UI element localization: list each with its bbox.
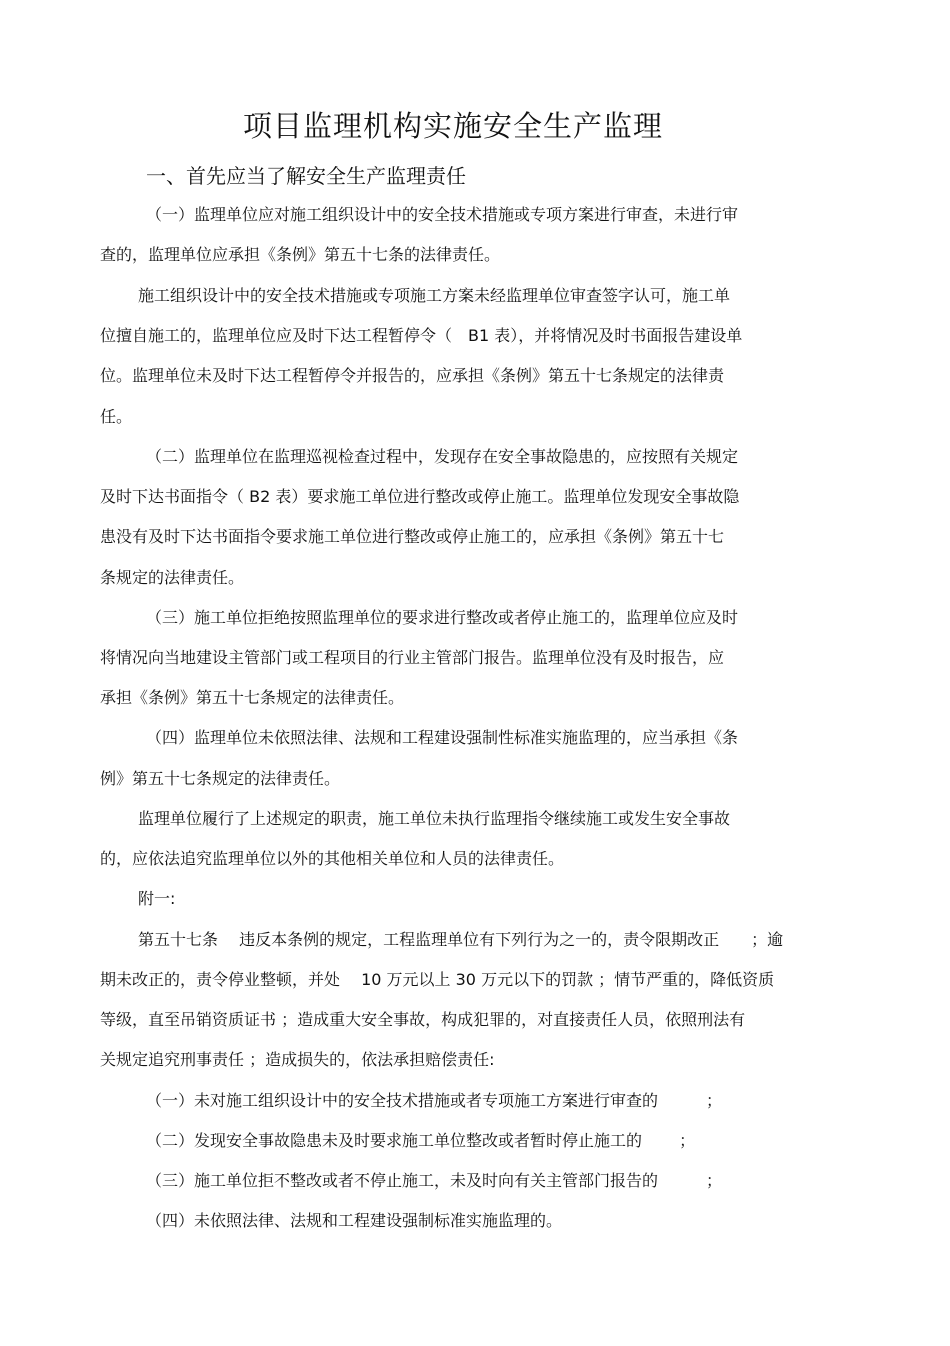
paragraph-line: 监理单位履行了上述规定的职责，施工单位未执行监理指令继续施工或发生安全事故 (138, 809, 731, 828)
paragraph-line: 期未改正的，责令停业整顿，并处 10 万元以上 30 万元以下的罚款 ；情节严重的，降低资质 (100, 970, 775, 989)
paragraph-line: 条规定的法律责任。 (100, 568, 245, 587)
paragraph-line: （四）监理单位未依照法律、法规和工程建设强制性标准实施监理的，应当承担《条 (146, 728, 739, 747)
paragraph-line: 例》第五十七条规定的法律责任。 (100, 769, 341, 788)
list-item: （二）发现安全事故隐患未及时要求施工单位整改或者暂时停止施工的 ； (146, 1131, 696, 1150)
paragraph-line: （一）监理单位应对施工组织设计中的安全技术措施或专项方案进行审查，未进行审 (146, 205, 739, 224)
paragraph-line: 的，应依法追究监理单位以外的其他相关单位和人员的法律责任。 (100, 849, 565, 868)
list-item: （四）未依照法律、法规和工程建设强制标准实施监理的。 (146, 1211, 563, 1230)
paragraph-line: 施工组织设计中的安全技术措施或专项施工方案未经监理单位审查签字认可，施工单 (138, 286, 731, 305)
paragraph-line: 任。 (100, 407, 133, 426)
paragraph-line: 位。监理单位未及时下达工程暂停令并报告的，应承担《条例》第五十七条规定的法律责 (100, 366, 725, 385)
paragraph-line: 查的，监理单位应承担《条例》第五十七条的法律责任。 (100, 245, 501, 264)
document-title: 项目监理机构实施安全生产监理 (242, 109, 663, 143)
paragraph-line: 等级，直至吊销资质证书 ；造成重大安全事故，构成犯罪的，对直接责任人员，依照刑法有 (100, 1010, 746, 1029)
paragraph-line: （三）施工单位拒绝按照监理单位的要求进行整改或者停止施工的，监理单位应及时 (146, 608, 739, 627)
paragraph-line: 第五十七条 违反本条例的规定，工程监理单位有下列行为之一的，责令限期改正 ；逾 (138, 930, 784, 949)
paragraph-line: （二）监理单位在监理巡视检查过程中，发现存在安全事故隐患的，应按照有关规定 (146, 447, 739, 466)
list-item: （一）未对施工组织设计中的安全技术措施或者专项施工方案进行审查的 ； (146, 1091, 723, 1110)
paragraph-line: 及时下达书面指令（ B2 表）要求施工单位进行整改或停止施工。监理单位发现安全事故隐 (100, 487, 740, 506)
paragraph-line: 关规定追究刑事责任 ；造成损失的，依法承担赔偿责任: (100, 1050, 495, 1069)
paragraph-line: 承担《条例》第五十七条规定的法律责任。 (100, 688, 405, 707)
paragraph-line: 患没有及时下达书面指令要求施工单位进行整改或停止施工的，应承担《条例》第五十七 (100, 527, 725, 546)
list-item: （三）施工单位拒不整改或者不停止施工，未及时向有关主管部门报告的 ； (146, 1171, 723, 1190)
appendix-label: 附一: (138, 889, 176, 908)
section-heading: 一、首先应当了解安全生产监理责任 (146, 164, 466, 188)
paragraph-line: 将情况向当地建设主管部门或工程项目的行业主管部门报告。监理单位没有及时报告，应 (100, 648, 725, 667)
paragraph-line: 位擅自施工的，监理单位应及时下达工程暂停令（ B1 表），并将情况及时书面报告建设单 (100, 326, 743, 345)
